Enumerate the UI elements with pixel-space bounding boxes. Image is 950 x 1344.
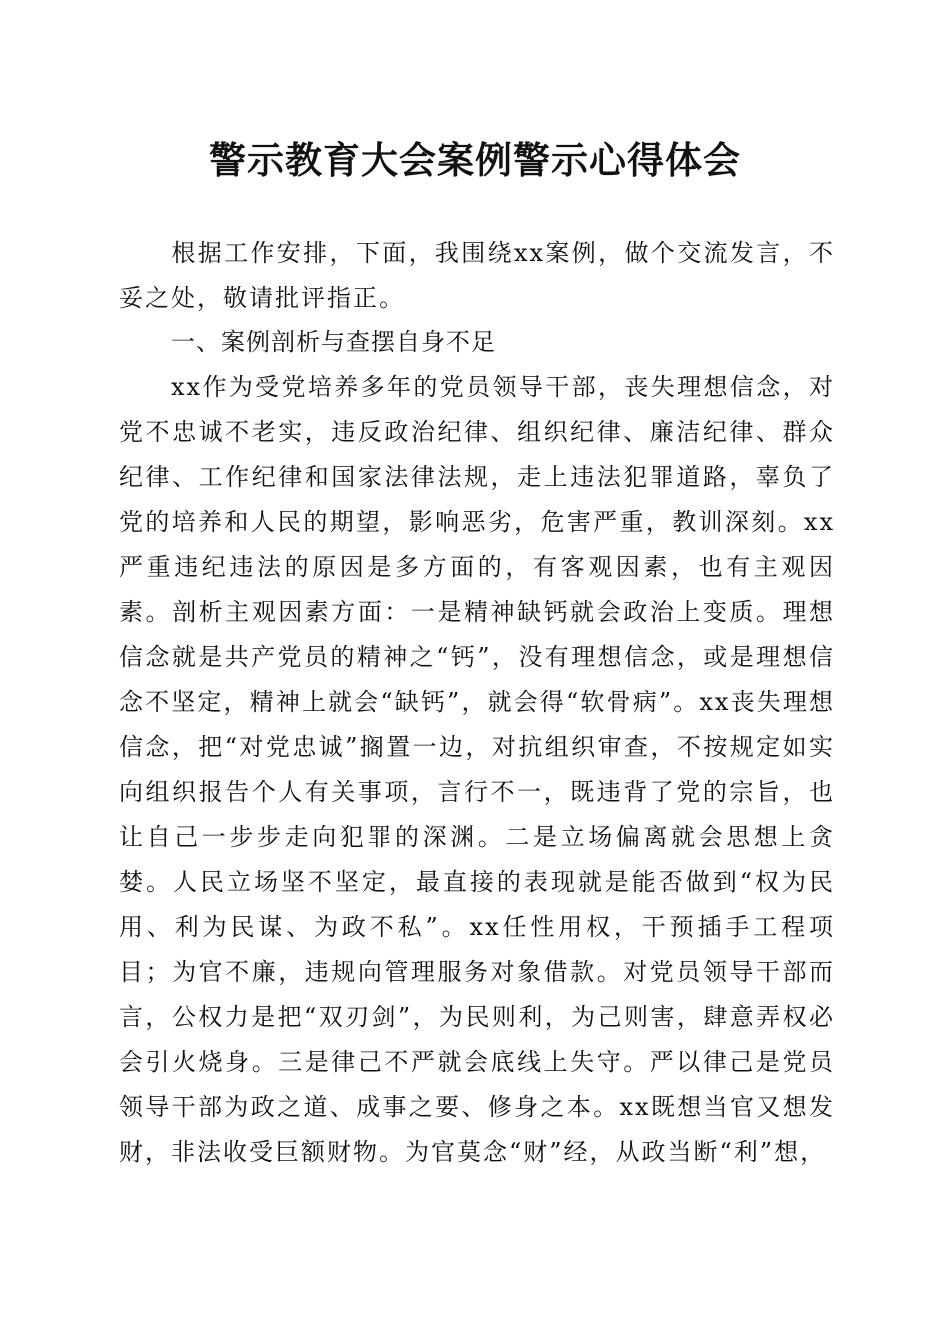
section-paragraph [119,365,835,1175]
intro-paragraph-text: 根据工作安排，下面，我围绕xx案例，做个交流发言，不妥之处，敬请批评指正。 [119,239,835,312]
section-paragraph-text: xx作为受党培养多年的党员领导干部，丧失理想信念，对党不忠诚不老实，违反政治纪律、组织纪律、廉洁纪律、群众纪律、工作纪律和国家法律法规，走上违法犯罪道路，辜负了党的培养和人民的期望，影响恶劣，危害严重，教训深刻。xx严重违纪违法的原因是多方面的，有客观因素，也有主观因素。剖析主观因素方面：一是精神缺钙就会政治上变质。理想信念就是共产党员的精神之“钙”，没有理想信念，或是理想信念不坚定，精神上就会“缺钙”，就会得“软骨病”。xx丧失理想信念，把“对党忠诚”搁置一边，对抗组织审查，不按规定如实向组织报告个人有关事项，言行不一，既违背了党的宗旨，也让自己一步步走向犯罪的深渊。二是立场偏离就会思想上贪婪。人民立场坚不坚定，最直接的表现就是能否做到“权为民用、利为民谋、为政不私”。xx任性用权，干预插手工程项目；为官不廉，违规向管理服务对象借款。对党员领导干部而言，公权力是把“双刃剑”，为民则利，为己则害，肆意弄权必会引火烧身。三是律己不严就会底线上失守。严以律己是党员领导干部为政之道、成事之要、修身之本。xx既想当官又想发财，非法收受巨额财物。为官莫念“财”经，从政当断“利”想， [119,373,835,1166]
intro-paragraph [119,231,835,321]
document-title: 警示教育大会案例警示心得体会 [209,138,741,182]
section-heading [119,320,835,365]
section-heading-text: 一、案例剖析与查摆自身不足 [171,328,496,356]
